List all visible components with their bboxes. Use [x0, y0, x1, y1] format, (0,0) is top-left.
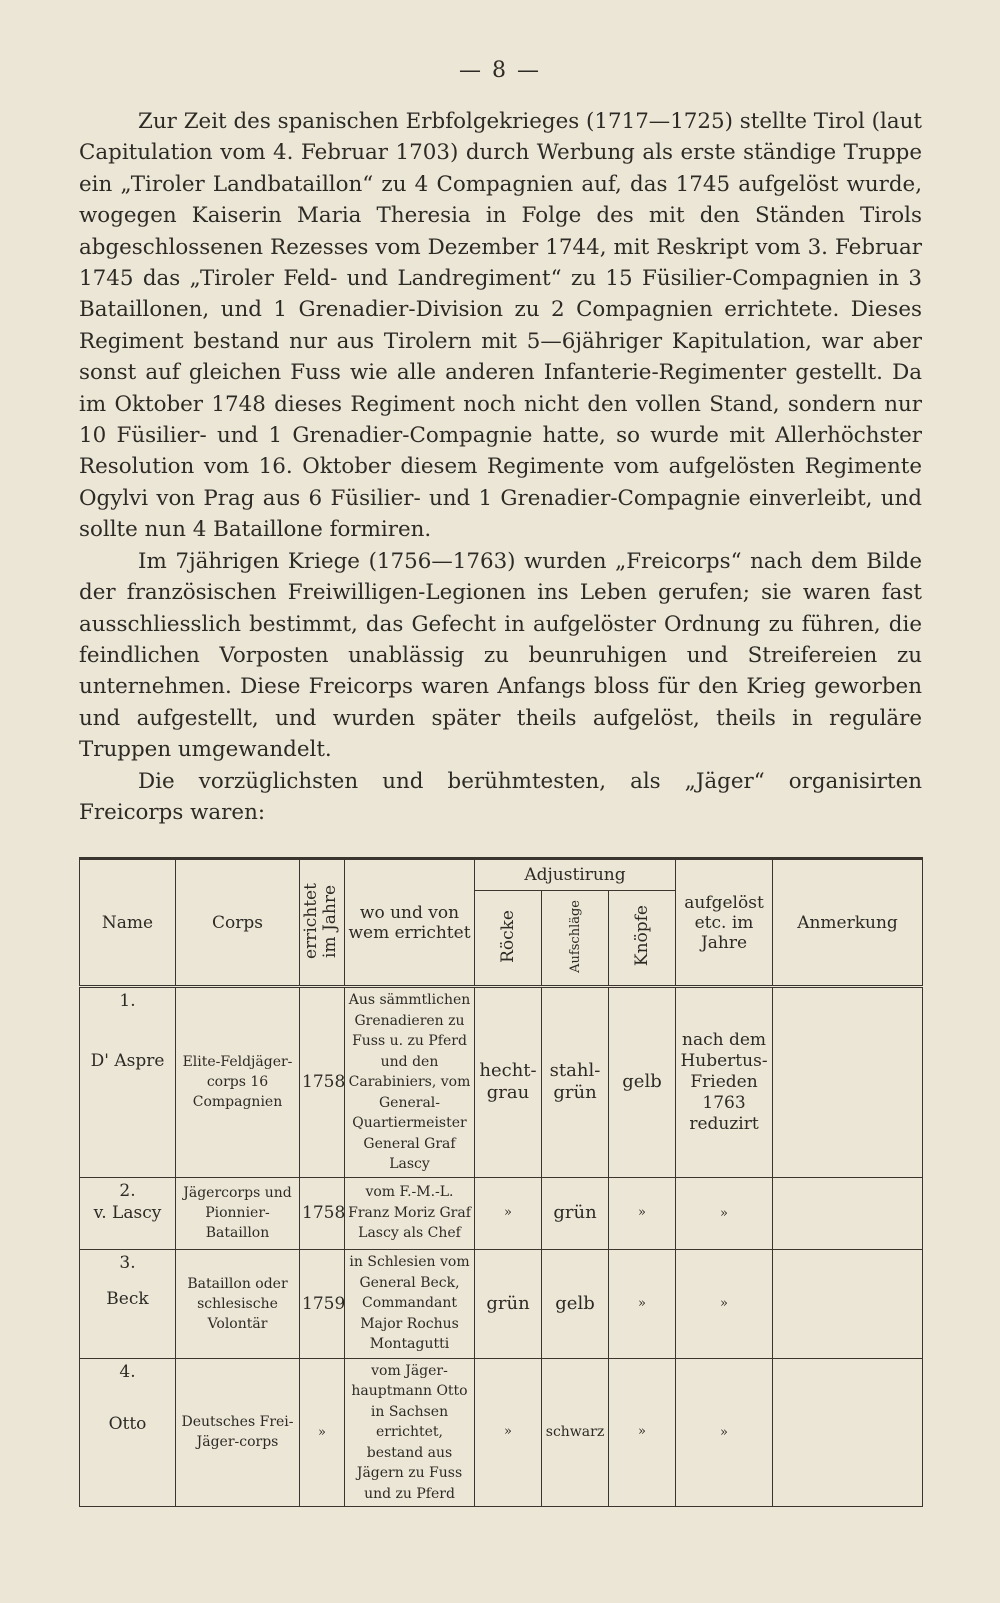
- row-aufschlaege: grün: [542, 1177, 609, 1249]
- row-aufschlaege: gelb: [542, 1249, 609, 1358]
- row-year: 1758: [300, 987, 345, 1178]
- row-name: Beck: [106, 1288, 149, 1309]
- row-aufgeloest: »: [676, 1249, 773, 1358]
- header-adjustirung: Adjustirung: [475, 859, 676, 891]
- row-year: 1759: [300, 1249, 345, 1358]
- table-row: [80, 1358, 923, 1507]
- row-anmerkung: [773, 1249, 923, 1358]
- header-corps: Corps: [176, 859, 300, 987]
- row-aufschlaege: stahl-grün: [542, 987, 609, 1178]
- body-text: [79, 106, 922, 828]
- row-anmerkung: [773, 1358, 923, 1507]
- row-corps: Bataillon oder schlesische Volontär: [176, 1249, 300, 1358]
- row-corps: Deutsches Frei-Jäger-corps: [176, 1358, 300, 1507]
- row-aufgeloest: nach dem Hubertus-Frieden 1763 reduzirt: [676, 987, 773, 1178]
- header-aufschlaege-label: Aufschläge: [567, 899, 583, 973]
- row-source: vom F.-M.-L. Franz Moriz Graf Lascy als Chef: [345, 1177, 475, 1249]
- row-name-cell: [80, 1177, 176, 1249]
- freicorps-table: [79, 857, 923, 1507]
- row-name: Otto: [108, 1413, 147, 1434]
- row-source: in Schlesien vom General Beck, Commandant Major Rochus Montagutti: [345, 1249, 475, 1358]
- header-aufschlaege: [542, 891, 609, 987]
- table-row: [80, 1177, 923, 1249]
- row-aufgeloest: »: [676, 1358, 773, 1507]
- row-anmerkung: [773, 1177, 923, 1249]
- row-source: Aus sämmtlichen Grenadieren zu Fuss u. zu Pferd und den Carabiniers, vom General-Quartiermeister General Graf Lascy: [345, 987, 475, 1178]
- header-name: Name: [80, 859, 176, 987]
- row-knoepfe: gelb: [609, 987, 676, 1178]
- header-aufgeloest: aufgelöst etc. im Jahre: [676, 859, 773, 987]
- row-knoepfe: »: [609, 1177, 676, 1249]
- row-name: D' Aspre: [90, 1051, 165, 1071]
- row-number: 3.: [119, 1252, 136, 1273]
- header-anmerkung: Anmerkung: [773, 859, 923, 987]
- row-anmerkung: [773, 987, 923, 1178]
- row-knoepfe: »: [609, 1358, 676, 1507]
- header-errichtet: [300, 859, 345, 987]
- row-name-cell: [80, 1358, 176, 1507]
- row-aufgeloest: »: [676, 1177, 773, 1249]
- table-row: [80, 987, 923, 1178]
- row-number: 1.: [119, 991, 136, 1011]
- row-roecke: »: [475, 1177, 542, 1249]
- header-knoepfe-label: Knöpfe: [631, 905, 652, 967]
- row-source: vom Jäger-hauptmann Otto in Sachsen errichtet, bestand aus Jägern zu Fuss und zu Pferd: [345, 1358, 475, 1507]
- row-corps: Elite-Feldjäger-corps 16 Compagnien: [176, 987, 300, 1178]
- row-roecke: grün: [475, 1249, 542, 1358]
- paragraph-2: Im 7jährigen Kriege (1756—1763) wurden „Freicorps“ nach dem Bilde der französischen Freiwilligen-Legionen ins Leben gerufen; sie waren fast ausschliesslich bestimmt, das Gefecht in aufgelöster Ordnung zu führen, die feindlichen Vorposten unablässig zu beunruhigen und Streifereien zu unternehmen. Diese Freicorps waren Anfangs bloss für den Krieg geworben und aufgestellt, und wurden später theils aufgelöst, theils in reguläre Truppen umgewandelt.: [79, 548, 922, 763]
- row-number: 2.: [119, 1180, 136, 1201]
- row-name-cell: [80, 1249, 176, 1358]
- header-von-wem: wo und von wem errichtet: [345, 859, 475, 987]
- row-year: »: [300, 1358, 345, 1507]
- header-errichtet-label: errichtet im Jahre: [301, 882, 340, 959]
- row-aufschlaege: schwarz: [542, 1358, 609, 1507]
- row-name: v. Lascy: [93, 1202, 162, 1223]
- row-year: 1758: [300, 1177, 345, 1249]
- paragraph-3: Die vorzüglichsten und berühmtesten, als „Jäger“ organisirten Freicorps waren:: [79, 768, 922, 825]
- row-knoepfe: »: [609, 1249, 676, 1358]
- header-roecke-label: Röcke: [497, 909, 518, 963]
- row-corps: Jägercorps und Pionnier-Bataillon: [176, 1177, 300, 1249]
- header-knoepfe: [609, 891, 676, 987]
- table-row: [80, 1249, 923, 1358]
- row-roecke: hecht-grau: [475, 987, 542, 1178]
- header-roecke: [475, 891, 542, 987]
- row-number: 4.: [119, 1361, 136, 1382]
- row-roecke: »: [475, 1358, 542, 1507]
- row-name-cell: [80, 987, 176, 1178]
- page-number: — 8 —: [459, 58, 541, 83]
- paragraph-1: Zur Zeit des spanischen Erbfolgekrieges (1717—1725) stellte Tirol (laut Capitulation vom 4. Februar 1703) durch Werbung als erste ständige Truppe ein „Tiroler Landbataillon“ zu 4 Compagnien auf, das 1745 aufgelöst wurde, wogegen Kaiserin Maria Theresia in Folge des mit den Ständen Tirols abgeschlossenen Rezesses vom Dezember 1744, mit Reskript vom 3. Februar 1745 das „Tiroler Feld- und Landregiment“ zu 15 Füsilier-Compagnien in 3 Bataillonen, und 1 Grenadier-Division zu 2 Compagnien errichtete. Dieses Regiment bestand nur aus Tirolern mit 5—6jähriger Kapitulation, war aber sonst auf gleichen Fuss wie alle anderen Infanterie-Regimenter gestellt. Da im Oktober 1748 dieses Regiment noch nicht den vollen Stand, sondern nur 10 Füsilier- und 1 Grenadier-Compagnie hatte, so wurde mit Allerhöchster Resolution vom 16. Oktober diesem Regimente vom aufgelösten Regimente Ogylvi von Prag aus 6 Füsilier- und 1 Grenadier-Compagnie einverleibt, und sollte nun 4 Bataillone formiren.: [79, 109, 922, 543]
